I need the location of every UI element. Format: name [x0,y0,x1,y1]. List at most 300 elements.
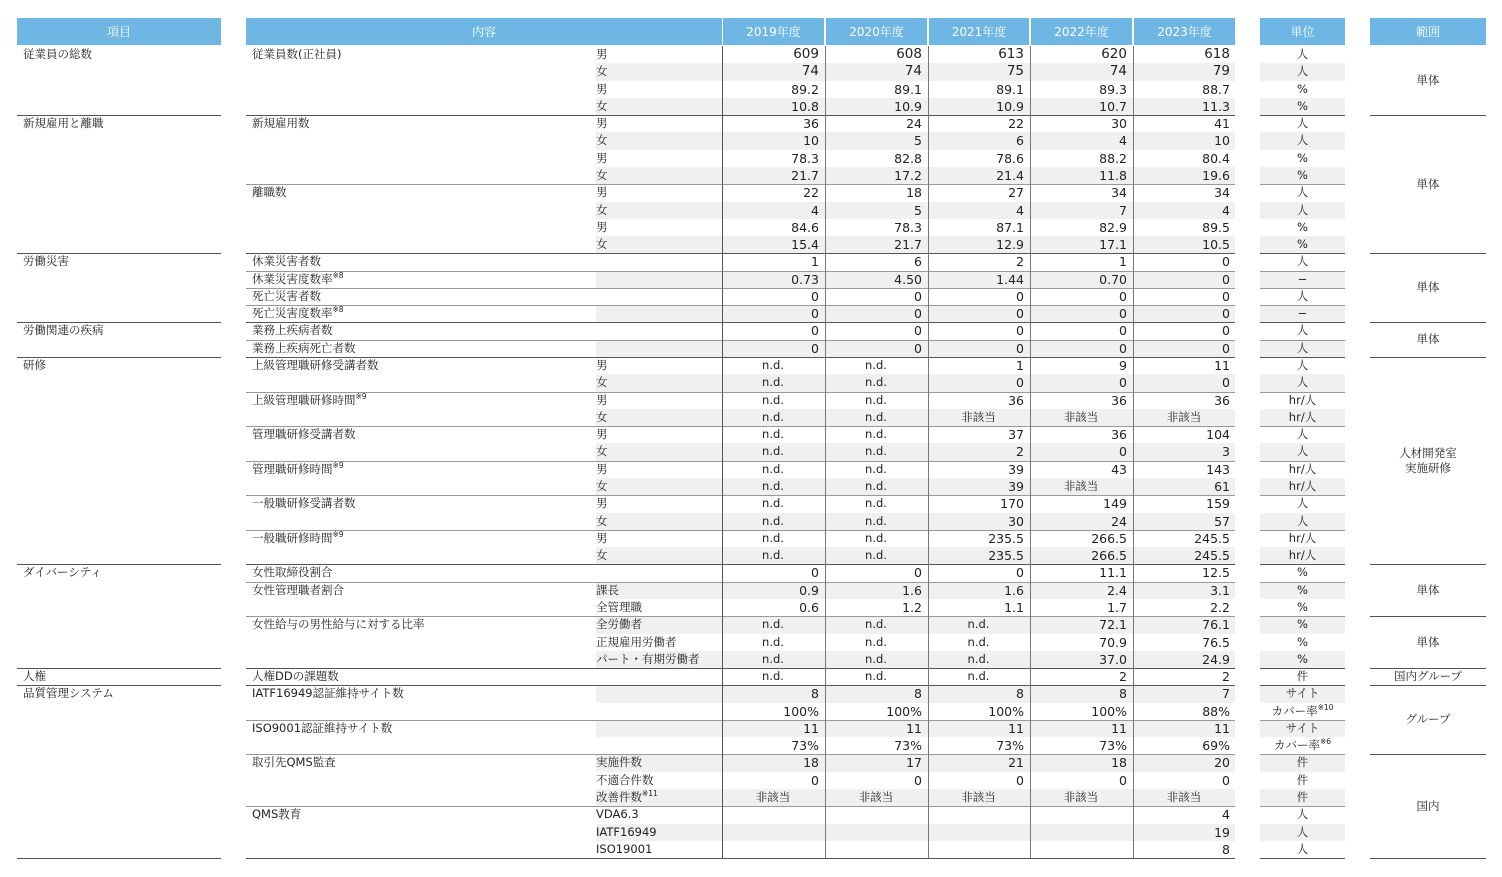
unit-text: % [1297,219,1308,234]
value-cell: 170 [1000,496,1024,512]
value-cell: 21.7 [791,167,819,183]
value-cell: 4 [1222,807,1230,823]
value-cell: 0.73 [791,271,819,287]
unit-cell [1260,547,1345,564]
content-label-text: 一般職研修受講者数 [252,496,356,511]
sub-label-text: VDA6.3 [596,807,639,822]
sub-label [596,236,608,253]
unit-text: 人 [1296,444,1309,459]
sub-label [596,754,642,771]
content-label [252,754,336,771]
unit-cell [1260,115,1345,132]
header-year-2020: 2020年度 [826,18,927,45]
value-cell: 7 [1119,202,1127,218]
value-cell: 非該当 [961,790,996,805]
sub-label-text: 課長 [596,582,619,597]
header-unit: 単位 [1260,18,1345,45]
value-cell: 4.50 [894,271,922,287]
value-cell: 18 [906,185,922,201]
value-cell: 2.4 [1107,582,1127,598]
unit-cell [1260,184,1345,201]
value-cell: 11.3 [1202,98,1230,114]
value-cell: 4 [811,202,819,218]
value-cell: 104 [1206,427,1230,443]
value-cell: 4 [1222,202,1230,218]
unit-text: 人 [1296,824,1309,839]
table-bottom [17,858,221,859]
item-label: 研修 [23,358,46,373]
value-cell: 8 [1222,841,1230,857]
sub-label-text: 女 [596,513,608,528]
value-cell: 39 [1008,479,1024,494]
unit-text: 人 [1296,340,1309,355]
unit-cell [1260,63,1345,80]
value-cell: 21 [1008,755,1024,771]
value-cell: 24 [906,116,922,132]
sub-label-text: 男 [596,392,608,407]
unit-text: 人 [1296,513,1309,528]
value-cell: 34 [1111,185,1127,201]
unit-text: 人 [1296,427,1309,442]
value-cell: 17 [906,755,922,771]
sub-label [596,392,608,409]
unit-cell [1260,841,1345,858]
value-cell: 82.8 [894,150,922,166]
unit-cell [1260,564,1345,581]
value-cell: 41 [1214,116,1230,132]
header-scope: 範囲 [1370,18,1486,45]
value-cell: 非該当 [1063,409,1099,424]
value-cell: 非該当 [755,790,791,805]
unit-text: 人 [1296,64,1309,79]
scope-label: 単体 [1416,73,1440,88]
value-cell: 39 [1008,461,1024,477]
content-label-text: 業務上疾病者数 [252,323,333,338]
value-cell: 0 [1016,565,1024,581]
value-cell: 非該当 [858,790,894,805]
unit-cell [1260,374,1345,391]
value-cell: 非該当 [1063,790,1099,805]
sub-label [596,150,608,167]
value-cell: 1.1 [1004,599,1024,615]
value-cell: 0 [1016,340,1024,356]
value-cell: 0.70 [1099,271,1127,287]
sub-label [596,374,608,391]
value-cell: 30 [1111,116,1127,132]
sub-label [596,98,608,115]
unit-text: 人 [1296,202,1309,217]
unit-cell [1260,167,1345,184]
value-cell: 89.3 [1099,81,1127,97]
content-label [252,288,321,305]
unit-text: − [1297,271,1308,286]
unit-cell [1260,703,1345,720]
value-cell: 82.9 [1099,219,1127,235]
value-cell: 89.1 [996,81,1024,97]
value-cell: 11 [803,720,819,736]
unit-text: 人 [1296,133,1309,148]
scope-label: 国内グループ [1393,669,1463,684]
value-cell: 79 [1212,63,1230,80]
unit-text: 人 [1296,116,1309,131]
footnote-mark: ※8 [332,270,344,280]
content-label-text: 取引先QMS監査 [252,755,336,770]
sub-label [596,46,608,63]
value-cell: 84.6 [791,219,819,235]
value-cell: 11.1 [1099,565,1127,581]
value-cell: 100% [1091,703,1127,719]
value-cell: 0 [811,323,819,339]
sub-label-text: 男 [596,150,608,165]
content-label [252,426,356,443]
value-cell: n.d. [762,530,784,545]
content-label [252,461,344,478]
value-cell: 0 [1222,306,1230,322]
content-label-text: 女性取締役割合 [252,565,333,580]
unit-cell [1260,513,1345,530]
unit-text: 件 [1296,669,1309,684]
sub-label [596,167,608,184]
unit-cell [1260,288,1345,305]
unit-cell [1260,426,1345,443]
value-cell: 6 [1016,133,1024,149]
value-cell: 1.6 [902,582,922,598]
sub-label-text: 全管理職 [596,599,642,614]
value-cell: 0 [1222,254,1230,270]
value-cell: 19 [1214,824,1230,840]
unit-cell [1260,824,1345,841]
unit-cell [1260,737,1345,754]
scope-separator [1370,322,1486,323]
sub-label-text: 女 [596,64,608,79]
value-cell: 100% [783,703,819,719]
value-cell: 100% [988,703,1024,719]
value-cell: 0 [1222,375,1230,391]
value-cell: 0 [1119,375,1127,391]
content-label-text: 一般職研修時間 [252,530,333,545]
unit-cell [1260,685,1345,702]
value-cell: 非該当 [1063,479,1099,493]
unit-cell [1260,132,1345,149]
value-cell: n.d. [762,548,784,563]
value-cell: 0 [914,340,922,356]
content-label-text: ISO9001認証維持サイト数 [252,720,393,735]
content-label-text: 休業災害者数 [252,254,321,269]
value-cell: 3.1 [1210,582,1230,598]
value-cell: n.d. [762,427,784,442]
content-label-text: 女性管理職者割合 [252,582,344,597]
content-label [252,322,333,339]
scope-label: 人材開発室 実施研修 [1399,445,1457,475]
value-cell: 11 [906,720,922,736]
scope-label: グループ [1405,712,1451,727]
sub-label-text: 男 [596,116,608,131]
footnote-mark: ※11 [642,789,658,799]
value-cell: 22 [803,185,819,201]
value-cell: 10.7 [1099,98,1127,114]
content-label [252,340,356,357]
value-cell: n.d. [865,461,887,476]
group-separator [17,357,221,358]
value-cell: 149 [1103,496,1127,512]
value-cell: 18 [1111,755,1127,771]
value-cell: 266.5 [1091,530,1127,546]
header-year-2022: 2022年度 [1031,18,1132,45]
value-cell: 非該当 [1166,409,1202,424]
value-cell: 17.2 [894,167,922,183]
value-cell: 78.6 [996,150,1024,166]
value-cell: 11.8 [1099,167,1127,183]
scope-separator [1370,754,1486,755]
value-cell: 266.5 [1091,548,1127,564]
sub-label [596,132,608,149]
unit-text: 人 [1296,185,1309,200]
value-cell: n.d. [865,392,887,407]
content-label [252,530,344,547]
value-cell: 613 [998,46,1024,62]
value-cell: n.d. [762,634,784,649]
scope-label: 国内 [1416,798,1440,813]
sub-label [596,81,608,98]
sub-label [596,806,639,823]
unit-text: hr/人 [1288,392,1317,407]
scope-label: 単体 [1416,332,1440,347]
sub-label [596,772,654,789]
value-cell: n.d. [762,651,784,666]
unit-text: % [1297,81,1308,96]
unit-text: 人 [1296,841,1309,856]
value-cell: 89.1 [894,81,922,97]
value-cell: 10.8 [791,98,819,114]
value-cell: n.d. [762,409,784,424]
value-cell: 620 [1101,46,1127,62]
value-cell: 18 [803,755,819,771]
value-cell: 36 [1008,392,1024,408]
value-cell: 34 [1214,185,1230,201]
unit-text: % [1297,565,1308,580]
sub-label-text: 女 [596,133,608,148]
value-cell: 0 [1119,288,1127,304]
value-cell: n.d. [865,409,887,424]
sub-label-text: 改善件数 [596,790,642,805]
value-cell: 1 [1119,254,1127,270]
unit-cell [1260,651,1345,668]
footnote-mark: ※9 [332,529,344,539]
sub-label-text: 全労働者 [596,617,642,632]
content-label-text: QMS教育 [252,807,302,822]
scope-label: 単体 [1416,280,1440,295]
sub-label-text: 男 [596,461,608,476]
sub-label-text: 不適合件数 [596,772,654,787]
value-cell: 61 [1214,479,1230,494]
value-cell: 73% [791,738,819,754]
value-cell: 73% [1099,738,1127,754]
value-cell: 8 [1119,686,1127,702]
item-label: ダイバーシティ [23,565,102,580]
value-cell: n.d. [865,358,887,373]
value-cell: 235.5 [988,530,1024,546]
sub-label-text: 女 [596,444,608,459]
value-cell: 21.4 [996,167,1024,183]
content-label [252,685,404,702]
value-cell: 10.9 [996,98,1024,114]
value-cell: 73% [894,738,922,754]
value-cell: 0 [1119,772,1127,788]
unit-text: hr/人 [1288,409,1317,424]
sub-label-text: 女 [596,98,608,113]
content-label-text: IATF16949認証維持サイト数 [252,686,404,701]
value-cell: 0 [811,565,819,581]
value-cell: 20 [1214,755,1230,771]
sub-label [596,219,608,236]
value-cell: 1 [1016,358,1024,374]
footnote-mark: ※9 [355,391,367,401]
sub-label [596,582,619,599]
sub-label [596,184,608,201]
value-cell: n.d. [762,669,784,684]
value-cell: 87.1 [996,219,1024,235]
unit-cell [1260,616,1345,633]
unit-cell [1260,202,1345,219]
scope-separator [1370,616,1486,617]
scope-label: 単体 [1416,176,1440,191]
value-cell: n.d. [967,634,990,649]
unit-cell [1260,634,1345,651]
value-cell: 0 [1222,340,1230,356]
value-cell: 88% [1202,703,1230,719]
value-cell: 100% [886,703,922,719]
subgroup-separator [246,806,1235,807]
unit-text: hr/人 [1288,530,1317,545]
value-cell: 70.9 [1099,634,1127,650]
sub-label [596,461,608,478]
sub-label-text: 女 [596,375,608,390]
unit-text: − [1297,306,1308,321]
value-cell: 75 [1006,63,1024,80]
content-label-text: 休業災害度数率 [252,271,333,286]
sub-label [596,357,608,374]
value-cell: 0 [1119,306,1127,322]
sub-label [596,651,700,668]
value-cell: n.d. [967,617,990,632]
value-cell: 8 [914,686,922,702]
value-cell: 0 [914,323,922,339]
item-label: 品質管理システム [23,686,114,701]
value-cell: 1.2 [902,599,922,615]
unit-cell [1260,219,1345,236]
value-cell: 12.5 [1202,565,1230,581]
value-cell: n.d. [762,496,784,511]
unit-cell [1260,253,1345,270]
scope-separator [1370,357,1486,358]
content-label-text: 従業員数(正社員) [252,47,342,61]
value-cell: 88.7 [1202,81,1230,97]
content-label [252,668,339,685]
value-cell: n.d. [865,634,887,649]
sub-label [596,824,657,841]
value-cell: 6 [914,254,922,270]
sub-label-text: 男 [596,427,608,442]
content-label [252,184,287,201]
content-label [252,115,310,132]
unit-text: 人 [1296,358,1309,373]
value-cell: 8 [1016,686,1024,702]
unit-cell [1260,236,1345,253]
unit-text: カバー率 [1273,738,1320,753]
sub-label [596,443,608,460]
unit-cell [1260,150,1345,167]
value-cell: 10 [1214,133,1230,149]
value-cell: 0 [1016,375,1024,391]
value-cell: 10.5 [1202,237,1230,253]
unit-text: 人 [1296,288,1309,303]
unit-text: 人 [1296,375,1309,390]
sub-label-text: IATF16949 [596,824,657,839]
unit-cell [1260,772,1345,789]
unit-cell [1260,789,1345,806]
sub-label-text: 女 [596,167,608,182]
content-label [252,616,425,633]
item-label: 労働関連の疾病 [23,323,104,338]
value-cell: 5 [914,133,922,149]
value-cell: 0 [811,306,819,322]
unit-cell [1260,340,1345,357]
content-label-text: 上級管理職研修時間 [252,392,356,407]
value-cell: 143 [1206,461,1230,477]
value-cell: 11 [1008,720,1024,736]
value-cell: 74 [904,63,922,80]
value-cell: 27 [1008,185,1024,201]
value-cell: 36 [1111,427,1127,443]
value-cell: 0 [1016,306,1024,322]
value-cell: 9 [1119,358,1127,374]
value-cell: n.d. [967,651,990,666]
value-cell: 5 [914,202,922,218]
value-cell: 0 [1016,288,1024,304]
sub-label-text: 男 [596,47,608,61]
unit-text: % [1297,582,1308,597]
value-cell: 0 [1016,323,1024,339]
unit-cell [1260,461,1345,478]
value-cell: n.d. [762,392,784,407]
unit-cell [1260,98,1345,115]
value-cell: 0 [914,772,922,788]
value-cell: 1.44 [996,271,1024,287]
sub-label [596,202,608,219]
item-label: 労働災害 [23,254,69,269]
value-cell: n.d. [865,444,887,459]
value-cell: 72.1 [1099,617,1127,633]
value-cell: 15.4 [791,237,819,253]
unit-cell [1260,357,1345,374]
content-label-text: 人権DDの課題数 [252,669,339,684]
value-cell: 0 [1222,323,1230,339]
value-cell: 76.1 [1202,617,1230,633]
value-cell: 618 [1204,46,1230,62]
value-cell: n.d. [865,548,887,563]
scope-separator [1370,685,1486,686]
value-cell: 0 [914,306,922,322]
content-label-text: 業務上疾病死亡者数 [252,340,356,355]
value-cell: 245.5 [1194,530,1230,546]
content-label [252,806,301,823]
value-cell: 4 [1119,133,1127,149]
value-cell: 0 [1222,271,1230,287]
content-label-text: 離職数 [252,185,287,200]
value-cell: 89.5 [1202,219,1230,235]
content-label [252,582,344,599]
value-cell: 3 [1222,444,1230,460]
